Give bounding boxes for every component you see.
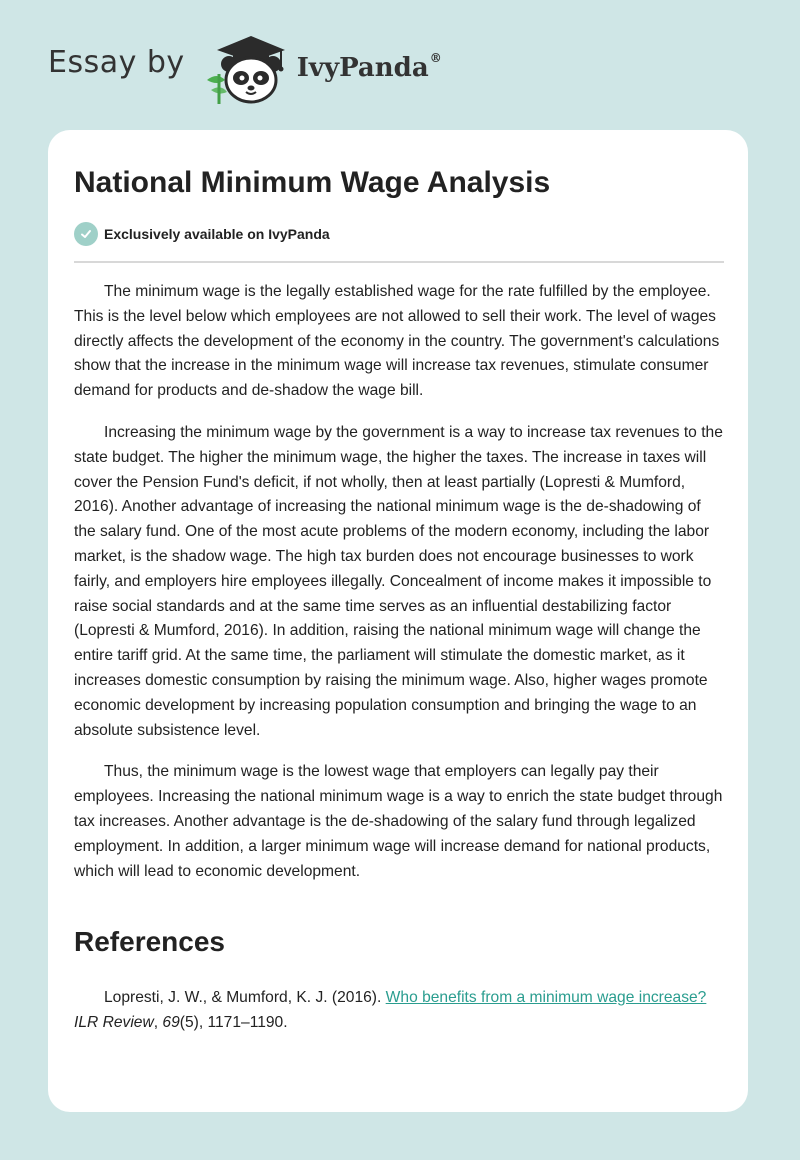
reference-link[interactable]: Who benefits from a minimum wage increase?	[385, 989, 707, 1006]
reference-journal: ILR Review	[74, 1013, 154, 1031]
essay-by-label: Essay by	[48, 44, 185, 80]
reference-issue-pages: (5), 1171–1190.	[179, 1013, 288, 1031]
site-header	[48, 28, 442, 108]
title-divider	[74, 261, 724, 263]
reference-entry: Lopresti, J. W., & Mumford, K. J. (2016). Who benefits from a minimum wage increase? ILR Review, 69(5), 1171–1190.	[74, 989, 707, 1031]
references-heading: References	[74, 926, 225, 957]
check-icon	[74, 222, 98, 246]
brand-name[interactable]: IvyPanda®	[296, 51, 442, 83]
page-title: National Minimum Wage Analysis	[74, 166, 551, 199]
article-body	[74, 280, 724, 901]
exclusive-label: Exclusively available on IvyPanda	[104, 226, 330, 242]
registered-mark: ®	[429, 51, 442, 66]
reference-volume: 69	[162, 1013, 180, 1031]
panda-logo-icon[interactable]	[199, 28, 291, 108]
reference-authors: Lopresti, J. W., & Mumford, K. J. (2016).	[104, 989, 382, 1006]
paragraph: Thus, the minimum wage is the lowest wage that employers can legally pay their employees. Increasing the national minimum wage is a way to enrich the state budget through tax increases. Another advantage is the de-shadowing of the salary fund through legalized employment. In addition, a larger minimum wage will increase demand for national products, which will lead to economic development.	[74, 763, 723, 880]
exclusive-badge	[74, 222, 330, 246]
paragraph: Increasing the minimum wage by the government is a way to increase tax revenues to the state budget. The higher the minimum wage, the higher the taxes. The increase in taxes will cover the Pension Fund's deficit, if not wholly, then at least partially (Lopresti & Mumford, 2016). Another advantage of increasing the national minimum wage is the de-shadowing of the salary fund. One of the most acute problems of the modern economy, including the labor market, is the shadow wage. The high tax burden does not encourage businesses to work fairly, and employers hire employees illegally. Concealment of income makes it impossible to raise social standards and at the same time serves as an influential destabilizing factor (Lopresti & Mumford, 2016). In addition, raising the national minimum wage will change the entire tariff grid. At the same time, the parliament will stimulate the domestic market, as it increases domestic consumption by raising the minimum wage. Also, higher wages promote economic development by increasing population consumption and bringing the wage to an absolute subsistence level.	[74, 423, 723, 739]
article-card	[48, 130, 748, 1112]
paragraph: The minimum wage is the legally established wage for the rate fulfilled by the employee. This is the level below which employees are not allowed to sell their work. The level of wages directly affects the development of the economy in the country. The government's calculations show that the increase in the minimum wage will increase tax revenues, stimulate consumer demand for products and de-shadow the wage bill.	[74, 283, 720, 400]
